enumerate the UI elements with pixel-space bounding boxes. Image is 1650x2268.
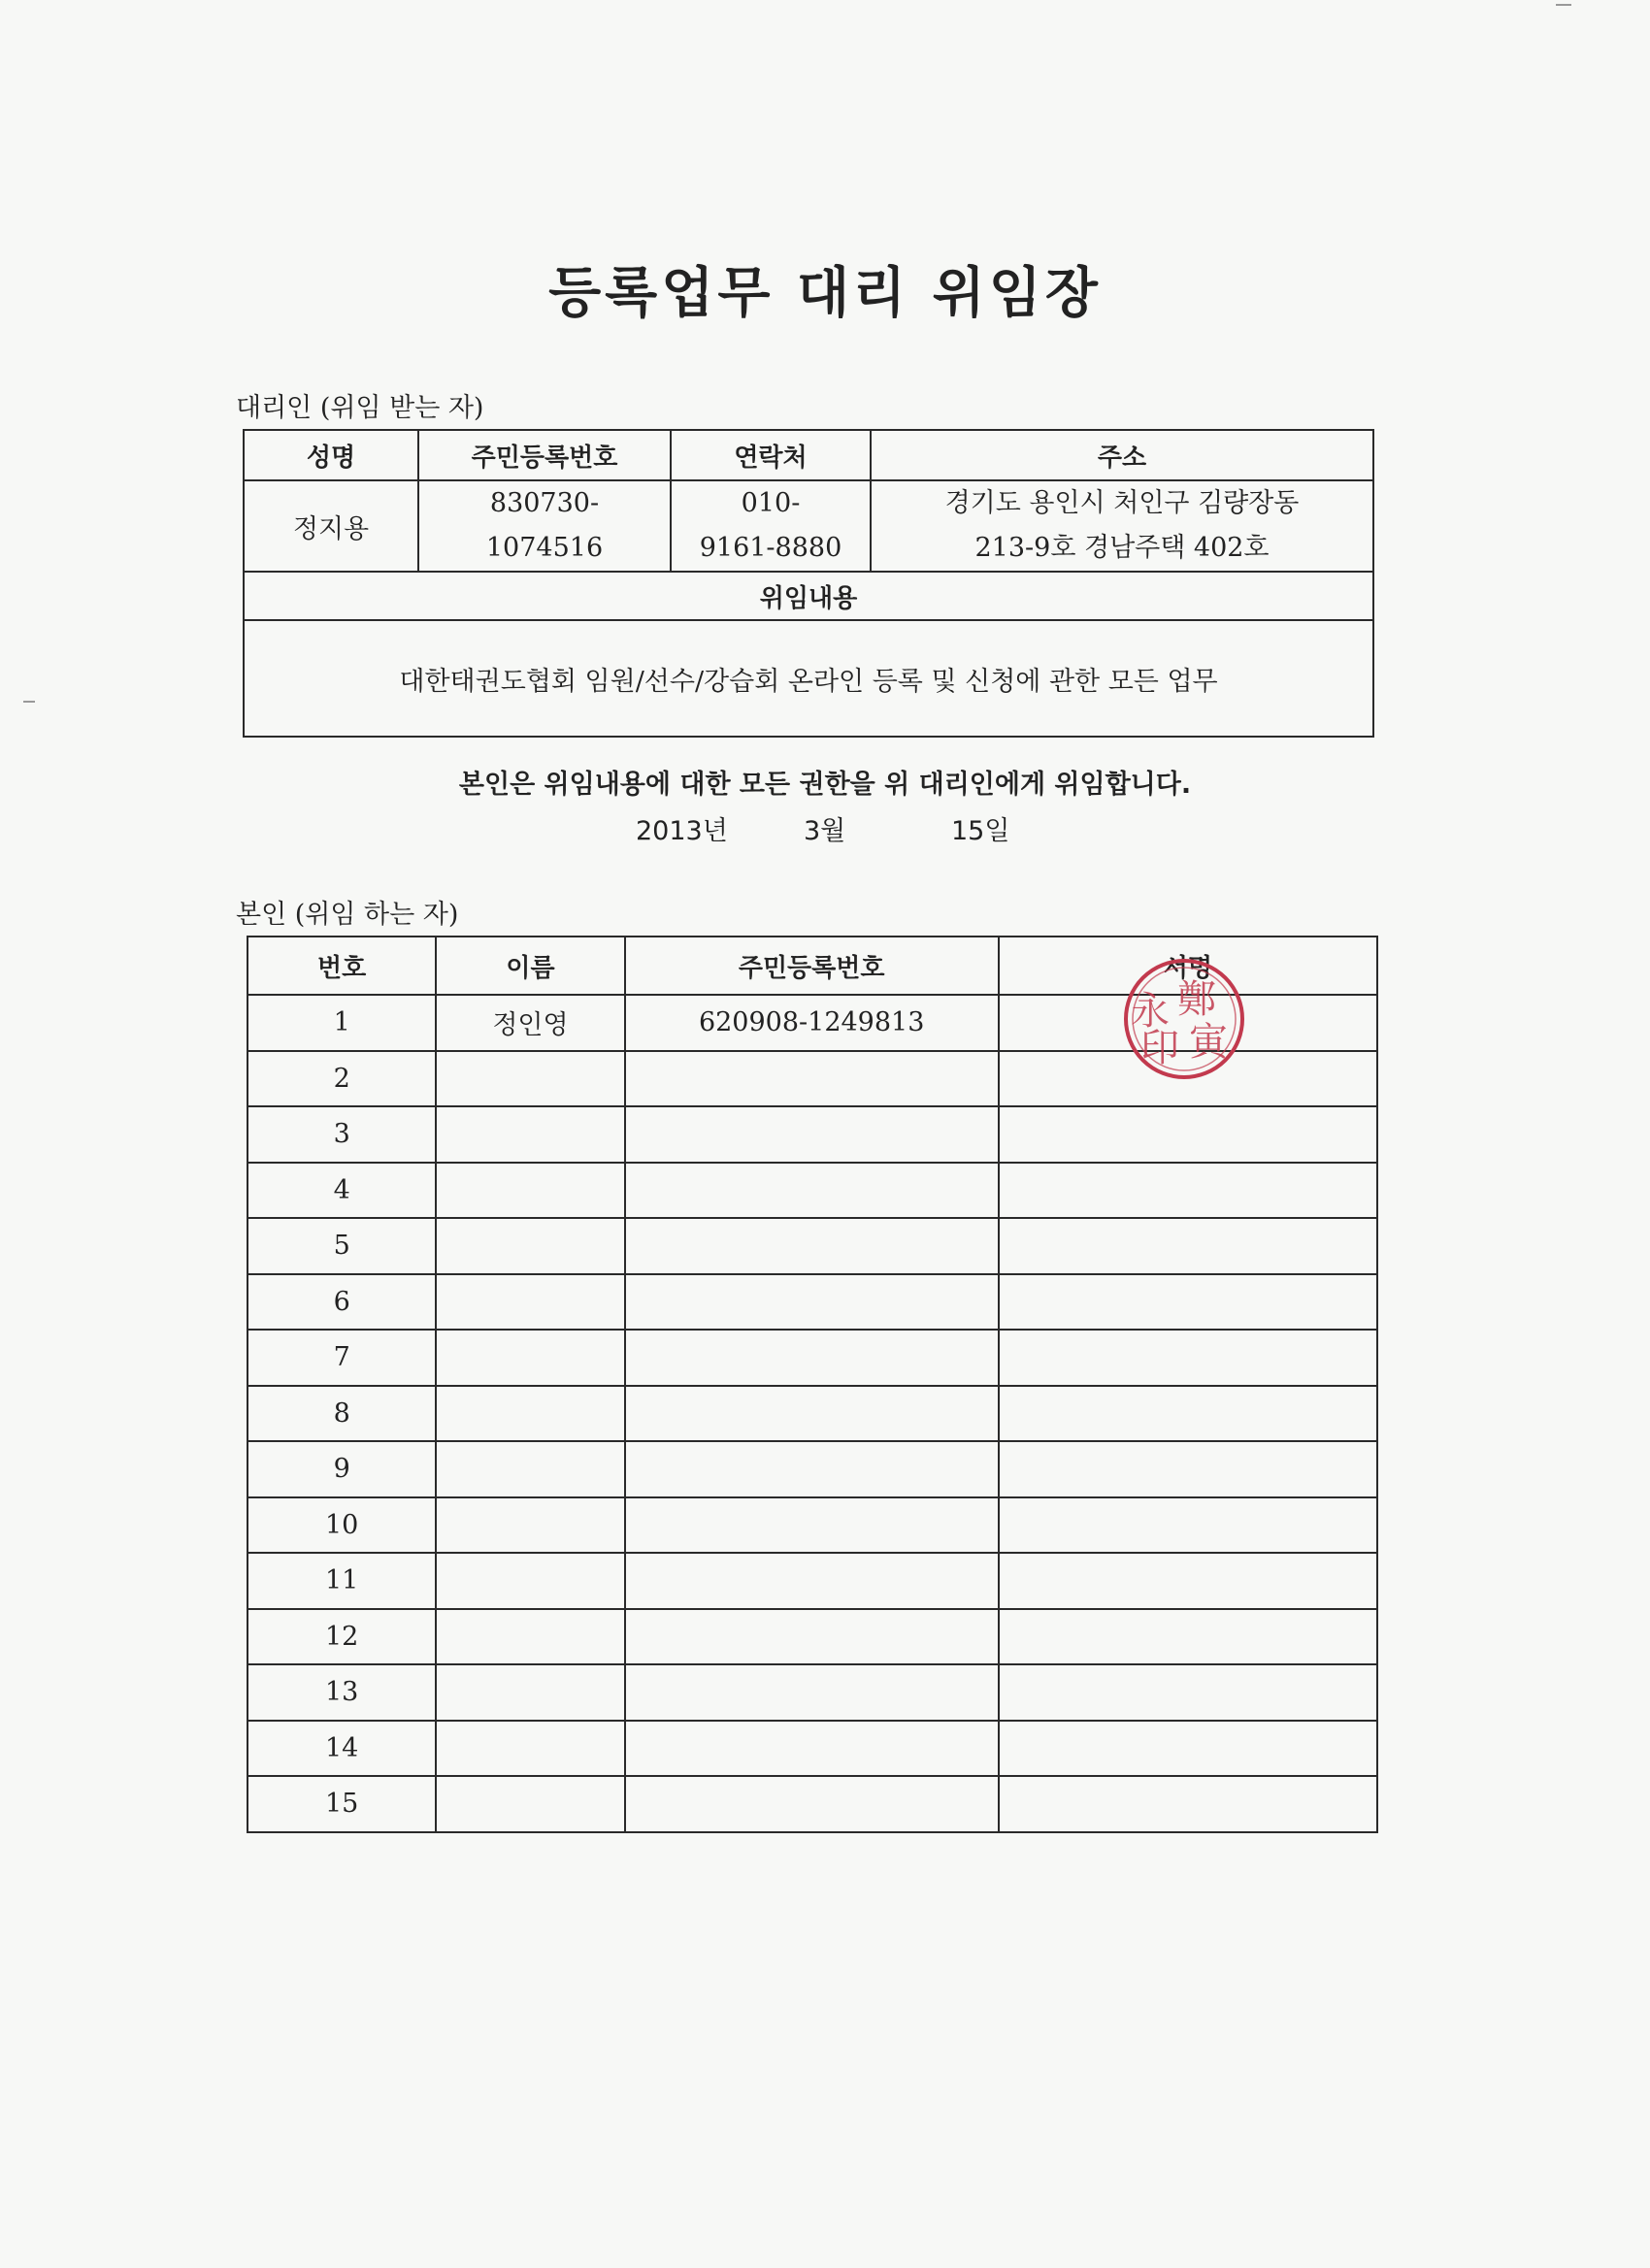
seal-stamp [1121, 956, 1247, 1082]
seal-glyph-4: 寅 [1189, 1020, 1228, 1065]
row-name [436, 1163, 624, 1219]
proxy-id-line2: 1074516 [485, 533, 604, 563]
row-signature [999, 1664, 1377, 1721]
row-signature [999, 1553, 1377, 1609]
principal-header-signature: 서명 [999, 937, 1377, 995]
row-num: 12 [248, 1609, 436, 1665]
proxy-header-row [244, 430, 1373, 480]
proxy-section-label: 대리인 (위임 받는 자) [236, 393, 484, 423]
seal-glyph-1: 鄭 [1177, 977, 1216, 1022]
proxy-header-address: 주소 [871, 430, 1373, 480]
row-signature [999, 1274, 1377, 1331]
row-name [436, 1441, 624, 1497]
row-name [436, 1553, 624, 1609]
row-num: 5 [248, 1218, 436, 1274]
row-id [625, 1386, 999, 1442]
principal-row-5 [248, 1218, 1377, 1274]
row-name [436, 1721, 624, 1777]
principal-row-13 [248, 1664, 1377, 1721]
document-title: 등록업무 대리 위임장 [548, 262, 1102, 325]
row-num: 15 [248, 1776, 436, 1832]
row-name [436, 1609, 624, 1665]
principal-row-8 [248, 1386, 1377, 1442]
row-num: 8 [248, 1386, 436, 1442]
proxy-header-phone: 연락처 [671, 430, 871, 480]
proxy-header-id: 주민등록번호 [418, 430, 671, 480]
row-name: 정인영 [436, 995, 624, 1051]
delegation-content-header-row [244, 572, 1373, 620]
row-name [436, 1664, 624, 1721]
proxy-phone-line1: 010- [741, 488, 801, 518]
row-id: 620908-1249813 [625, 995, 999, 1051]
row-id [625, 1163, 999, 1219]
row-id [625, 1553, 999, 1609]
scan-mark-top-right [1556, 4, 1571, 6]
principal-row-7 [248, 1330, 1377, 1386]
principal-row-10 [248, 1497, 1377, 1554]
principal-header-name: 이름 [436, 937, 624, 995]
row-num: 10 [248, 1497, 436, 1554]
proxy-id-line1: 830730- [489, 488, 600, 518]
principal-row-11 [248, 1553, 1377, 1609]
row-name [436, 1330, 624, 1386]
principal-row-9 [248, 1441, 1377, 1497]
principal-row-3 [248, 1106, 1377, 1163]
proxy-header-name: 성명 [244, 430, 418, 480]
scan-mark-left [23, 701, 35, 703]
principal-header-id: 주민등록번호 [625, 937, 999, 995]
proxy-data-row [244, 480, 1373, 572]
row-id [625, 1106, 999, 1163]
row-name [436, 1776, 624, 1832]
row-signature [999, 1441, 1377, 1497]
row-id [625, 1497, 999, 1554]
proxy-name: 정지용 [244, 480, 418, 572]
row-signature [999, 1386, 1377, 1442]
row-signature [999, 1497, 1377, 1554]
row-name [436, 1386, 624, 1442]
delegation-content-row [244, 620, 1373, 737]
principal-row-12 [248, 1609, 1377, 1665]
row-name [436, 1051, 624, 1107]
principal-row-4 [248, 1163, 1377, 1219]
delegation-content: 대한태권도협회 임원/선수/강습회 온라인 등록 및 신청에 관한 모든 업무 [244, 620, 1373, 737]
proxy-phone-cell [671, 480, 871, 572]
row-signature [999, 1721, 1377, 1777]
seal-glyph-3: 印 [1140, 1026, 1179, 1070]
row-num: 11 [248, 1553, 436, 1609]
principal-row-15 [248, 1776, 1377, 1832]
proxy-table [243, 429, 1374, 738]
row-signature [999, 1330, 1377, 1386]
row-id [625, 1330, 999, 1386]
principal-header-num: 번호 [248, 937, 436, 995]
row-signature [999, 1218, 1377, 1274]
row-id [625, 1274, 999, 1331]
date-month: 3월 [804, 816, 846, 846]
row-name [436, 1497, 624, 1554]
date-year: 2013년 [636, 816, 728, 846]
proxy-phone-line2: 9161-8880 [699, 533, 842, 563]
proxy-address-line1: 경기도 용인시 처인구 김량장동 [944, 488, 1300, 518]
proxy-address-cell [871, 480, 1373, 572]
row-signature [999, 1609, 1377, 1665]
row-id [625, 1218, 999, 1274]
row-id [625, 1721, 999, 1777]
row-id [625, 1441, 999, 1497]
row-num: 13 [248, 1664, 436, 1721]
row-id [625, 1051, 999, 1107]
proxy-address-line2: 213-9호 경남주택 402호 [974, 533, 1270, 563]
seal-glyph-2: 永 [1131, 989, 1170, 1034]
row-num: 2 [248, 1051, 436, 1107]
delegation-content-header: 위임내용 [244, 572, 1373, 620]
row-num: 9 [248, 1441, 436, 1497]
row-signature [999, 1106, 1377, 1163]
row-num: 14 [248, 1721, 436, 1777]
row-signature [999, 1163, 1377, 1219]
row-id [625, 1776, 999, 1832]
row-id [625, 1664, 999, 1721]
row-name [436, 1274, 624, 1331]
row-num: 1 [248, 995, 436, 1051]
row-num: 4 [248, 1163, 436, 1219]
principal-row-6 [248, 1274, 1377, 1331]
row-num: 7 [248, 1330, 436, 1386]
row-id [625, 1609, 999, 1665]
row-num: 3 [248, 1106, 436, 1163]
delegation-declaration: 본인은 위임내용에 대한 모든 권한을 위 대리인에게 위임합니다. [458, 770, 1192, 800]
principal-row-14 [248, 1721, 1377, 1777]
row-name [436, 1106, 624, 1163]
principal-section-label: 본인 (위임 하는 자) [236, 900, 459, 930]
date-day: 15일 [951, 816, 1010, 846]
row-name [436, 1218, 624, 1274]
row-num: 6 [248, 1274, 436, 1331]
row-signature [999, 1776, 1377, 1832]
proxy-id-cell [418, 480, 671, 572]
